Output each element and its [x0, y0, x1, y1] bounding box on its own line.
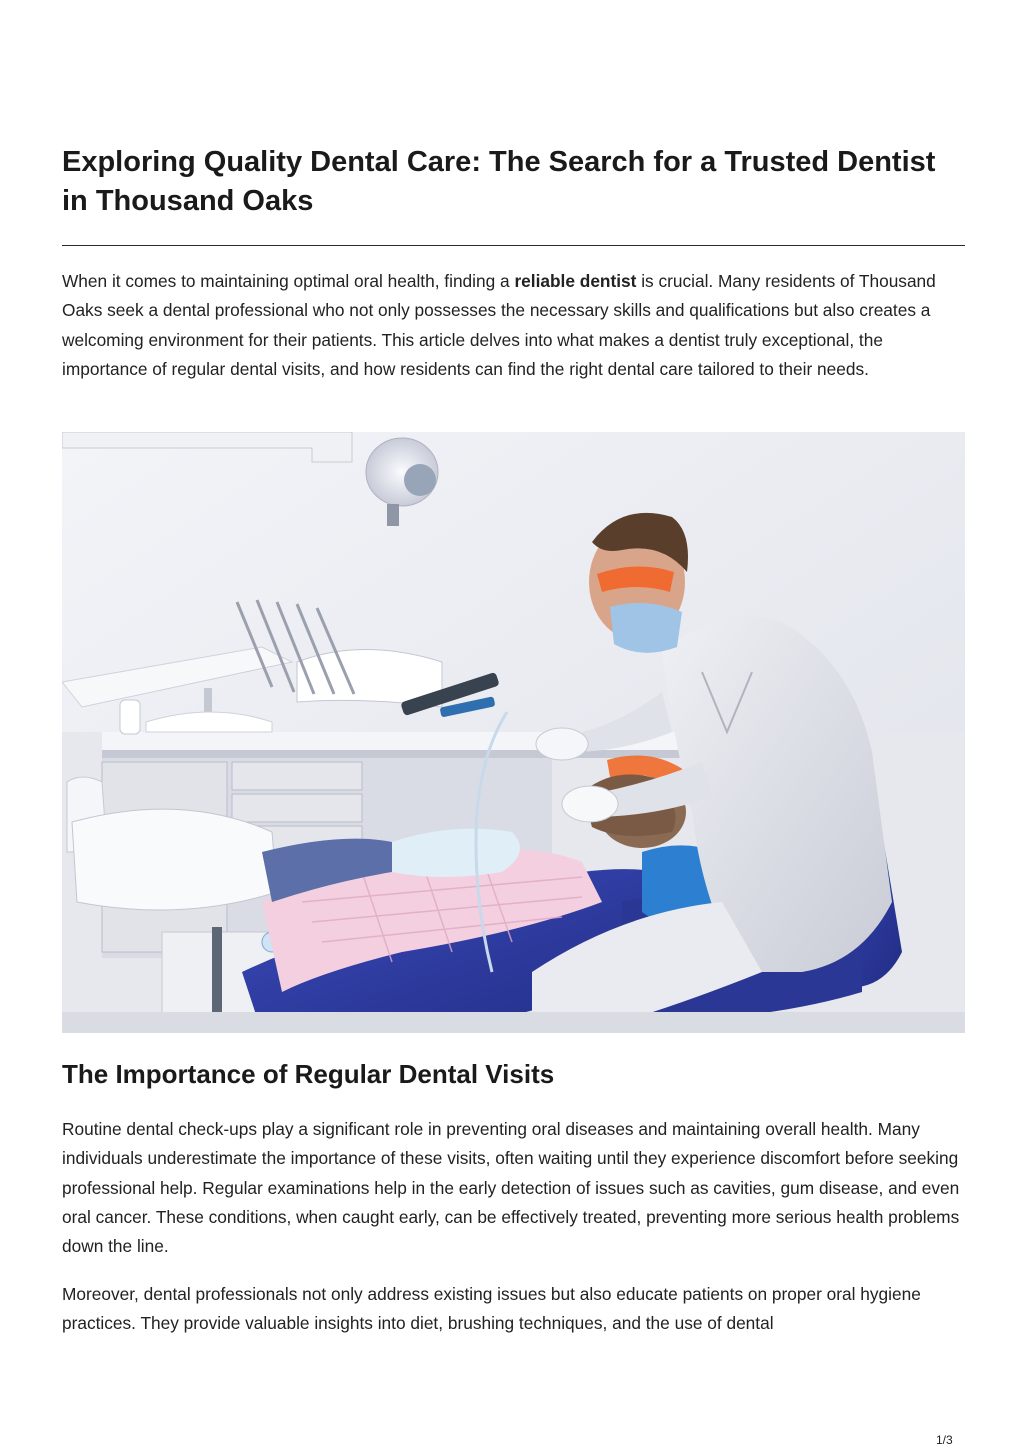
- page-number: 1/3: [936, 1433, 953, 1447]
- section-paragraph-2: Moreover, dental professionals not only address existing issues but also educate patients on proper oral hygiene practices. They provide valuable insights into diet, brushing techniques, and the use of dental: [62, 1284, 921, 1334]
- title-divider: [62, 245, 965, 246]
- article-title: Exploring Quality Dental Care: The Search for a Trusted Dentist in Thousand Oaks: [62, 146, 936, 217]
- section-heading: The Importance of Regular Dental Visits: [62, 1059, 555, 1089]
- intro-text-start: When it comes to maintaining optimal oral health, finding a: [62, 271, 515, 291]
- section-paragraph-1: Routine dental check-ups play a significant role in preventing oral diseases and maintaining overall health. Many individuals underestimate the importance of these visits, often waiting until they experience discomfort before seeking professional help. Regular examinations help in the early detection of issues such as cavities, gum disease, and even oral cancer. These conditions, when caught early, can be effectively treated, preventing more serious health problems down the line.: [62, 1119, 960, 1257]
- intro-bold-link-text: reliable dentist: [514, 271, 637, 291]
- intro-paragraph: [62, 267, 965, 384]
- intro-text-end: is crucial. Many residents of Thousand Oaks seek a dental professional who not only possesses the necessary skills and qualifications but also creates a welcoming environment for their patients. This article delves into what makes a dentist truly exceptional, the importance of regular dental visits, and how residents can find the right dental care tailored to their needs.: [62, 271, 936, 379]
- dentist-photo: [62, 432, 965, 1033]
